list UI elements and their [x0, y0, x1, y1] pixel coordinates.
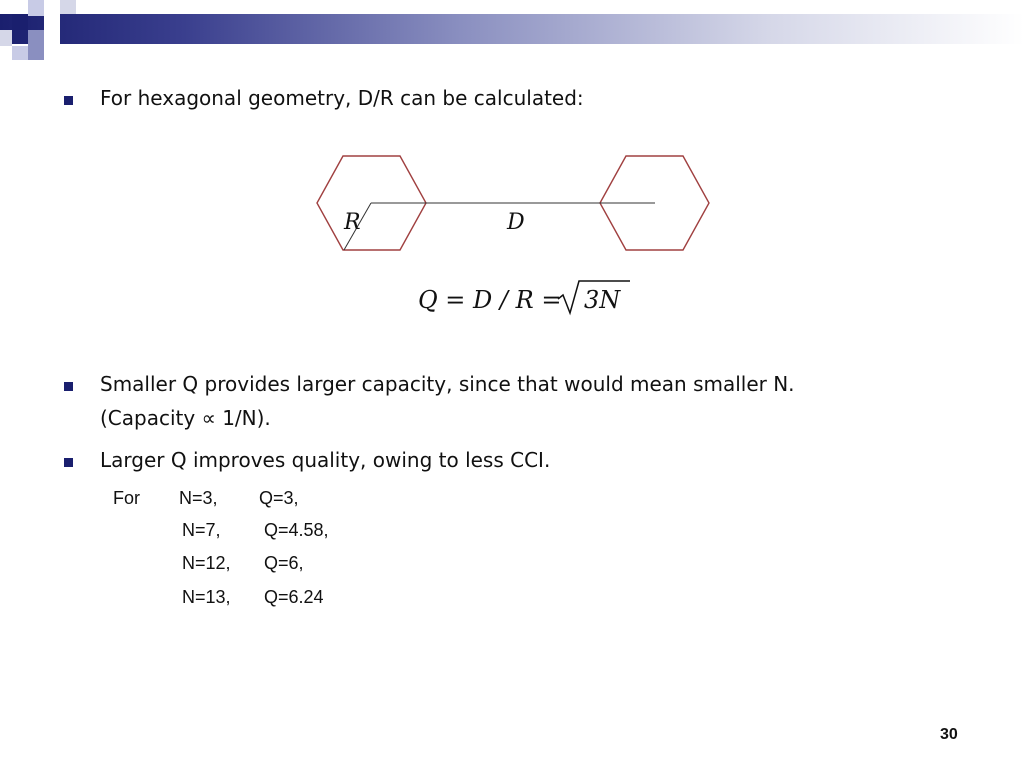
example-n: N=12,: [182, 553, 231, 573]
example-n: N=7,: [182, 520, 221, 540]
bullet-marker: [64, 458, 73, 467]
hexagon-diagram: [300, 145, 730, 325]
example-q: Q=3,: [259, 488, 299, 508]
bullet-text-larger-q: Larger Q improves quality, owing to less CCI.: [100, 448, 551, 472]
label-r: R: [344, 210, 361, 235]
example-q: Q=6,: [264, 553, 304, 573]
example-n: N=3,: [179, 488, 218, 508]
page-number: 30: [940, 726, 958, 743]
example-q: Q=4.58,: [264, 520, 329, 540]
label-d: D: [507, 210, 525, 235]
bullet-marker: [64, 96, 73, 105]
bullet-text-hexagonal: For hexagonal geometry, D/R can be calculated:: [100, 86, 584, 110]
example-q: Q=6.24: [264, 587, 324, 607]
example-n: N=13,: [182, 587, 231, 607]
header-gradient-band: [0, 14, 1024, 44]
formula-lhs: Q = D / R =: [418, 286, 570, 314]
formula-radicand: 3N: [584, 286, 621, 314]
examples-prefix: For: [113, 488, 140, 508]
bullet-text-smaller-q-line1: Smaller Q provides larger capacity, since that would mean smaller N.: [100, 372, 795, 396]
bullet-text-smaller-q-line2: (Capacity ∝ 1/N).: [100, 406, 271, 430]
bullet-marker: [64, 382, 73, 391]
